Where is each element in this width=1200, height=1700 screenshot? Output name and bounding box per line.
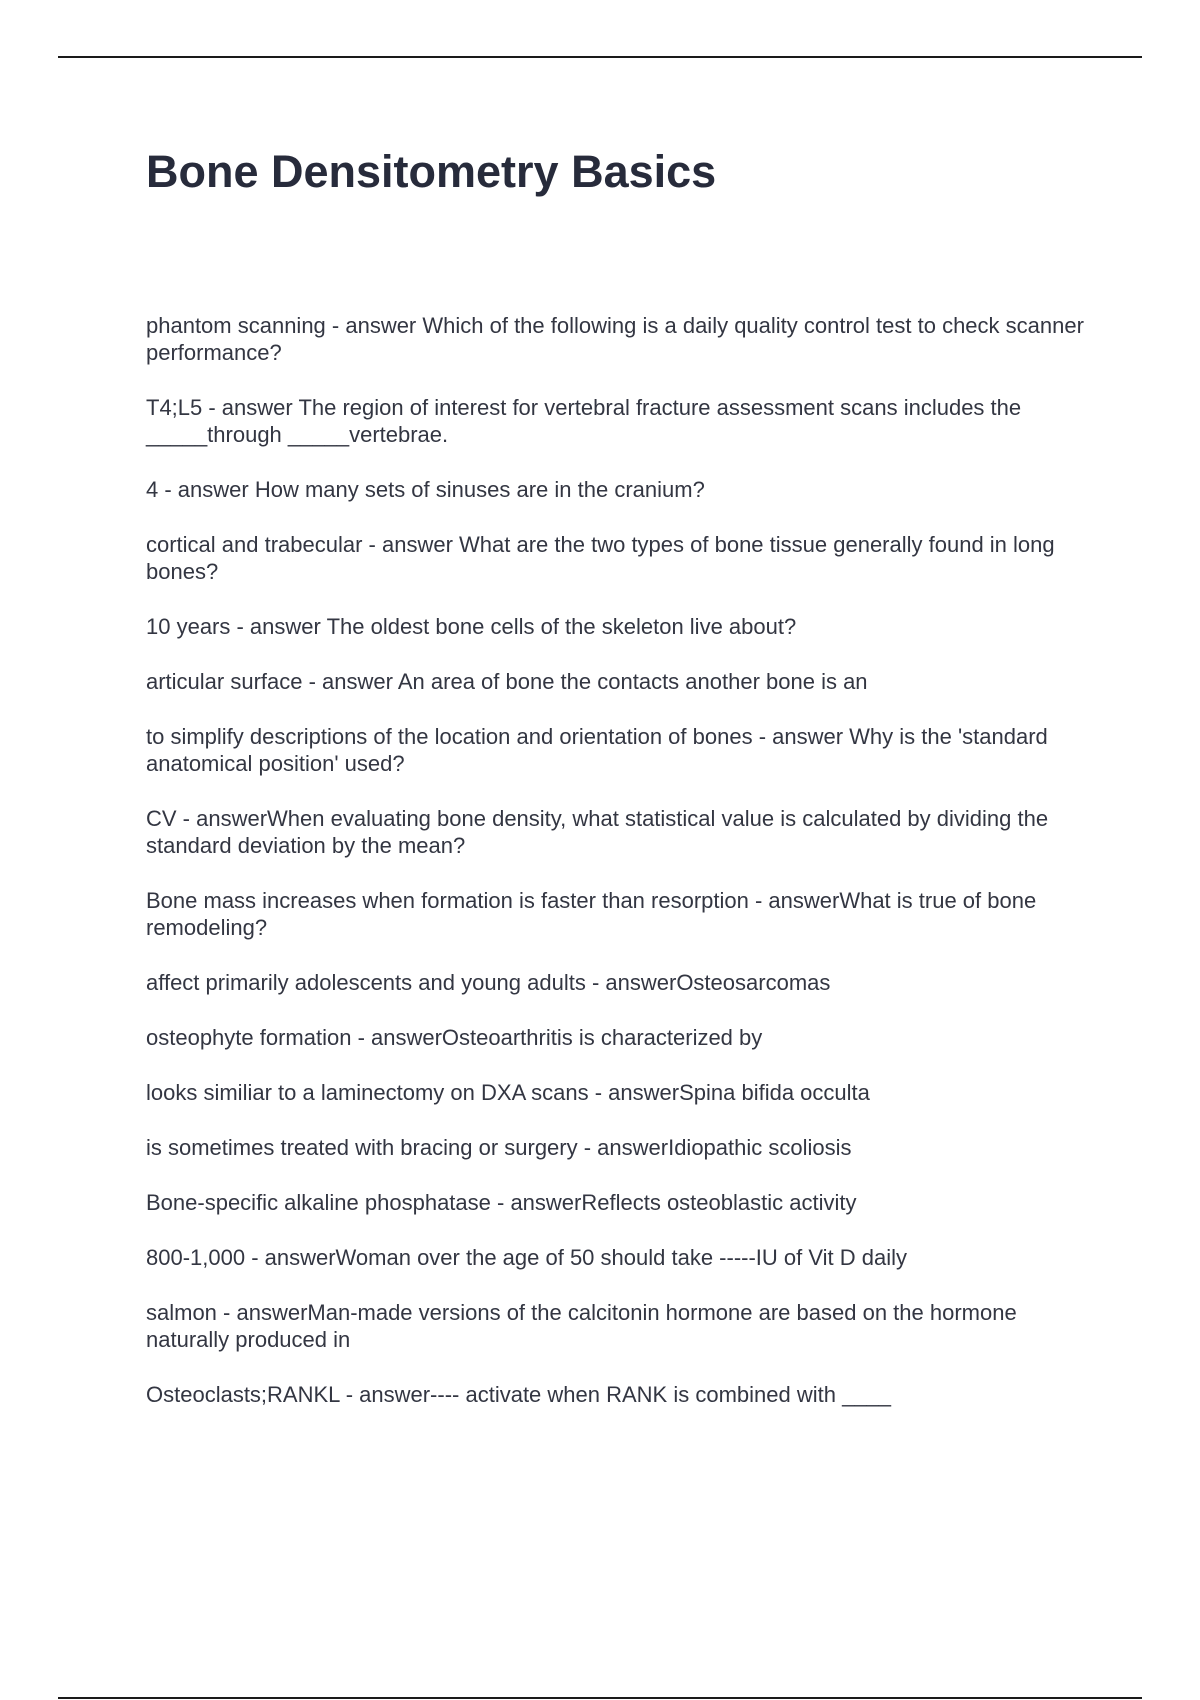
bottom-divider bbox=[58, 1697, 1142, 1699]
flashcard-item: T4;L5 - answer The region of interest for vertebral fracture assessment scans includes the _____through _____vertebrae. bbox=[146, 395, 1022, 447]
flashcard-item: 800-1,000 - answerWoman over the age of 50 should take -----IU of Vit D daily bbox=[146, 1245, 908, 1270]
flashcard-item: Bone-specific alkaline phosphatase - answerReflects osteoblastic activity bbox=[146, 1190, 857, 1215]
flashcard-item: Bone mass increases when formation is faster than resorption - answerWhat is true of bone remodeling? bbox=[146, 888, 1037, 940]
top-divider bbox=[58, 56, 1142, 58]
document-title: Bone Densitometry Basics bbox=[146, 146, 717, 197]
flashcard-list bbox=[146, 312, 1096, 1436]
flashcard-item: osteophyte formation - answerOsteoarthritis is characterized by bbox=[146, 1025, 763, 1050]
flashcard-item: salmon - answerMan-made versions of the calcitonin hormone are based on the hormone naturally produced in bbox=[146, 1300, 1017, 1352]
flashcard-item: CV - answerWhen evaluating bone density, what statistical value is calculated by dividing the standard deviation by the mean? bbox=[146, 806, 1049, 858]
flashcard-item: is sometimes treated with bracing or surgery - answerIdiopathic scoliosis bbox=[146, 1135, 852, 1160]
flashcard-item: looks similiar to a laminectomy on DXA scans - answerSpina bifida occulta bbox=[146, 1080, 870, 1105]
flashcard-item: 10 years - answer The oldest bone cells of the skeleton live about? bbox=[146, 614, 797, 639]
flashcard-item: affect primarily adolescents and young adults - answerOsteosarcomas bbox=[146, 970, 831, 995]
flashcard-item: phantom scanning - answer Which of the following is a daily quality control test to check scanner performance? bbox=[146, 313, 1084, 365]
flashcard-item: cortical and trabecular - answer What are the two types of bone tissue generally found in long bones? bbox=[146, 532, 1055, 584]
flashcard-item: Osteoclasts;RANKL - answer---- activate when RANK is combined with ____ bbox=[146, 1382, 892, 1407]
flashcard-item: articular surface - answer An area of bone the contacts another bone is an bbox=[146, 669, 868, 694]
flashcard-item: 4 - answer How many sets of sinuses are in the cranium? bbox=[146, 477, 705, 502]
flashcard-item: to simplify descriptions of the location and orientation of bones - answer Why is the 'standard anatomical position' used? bbox=[146, 724, 1048, 776]
